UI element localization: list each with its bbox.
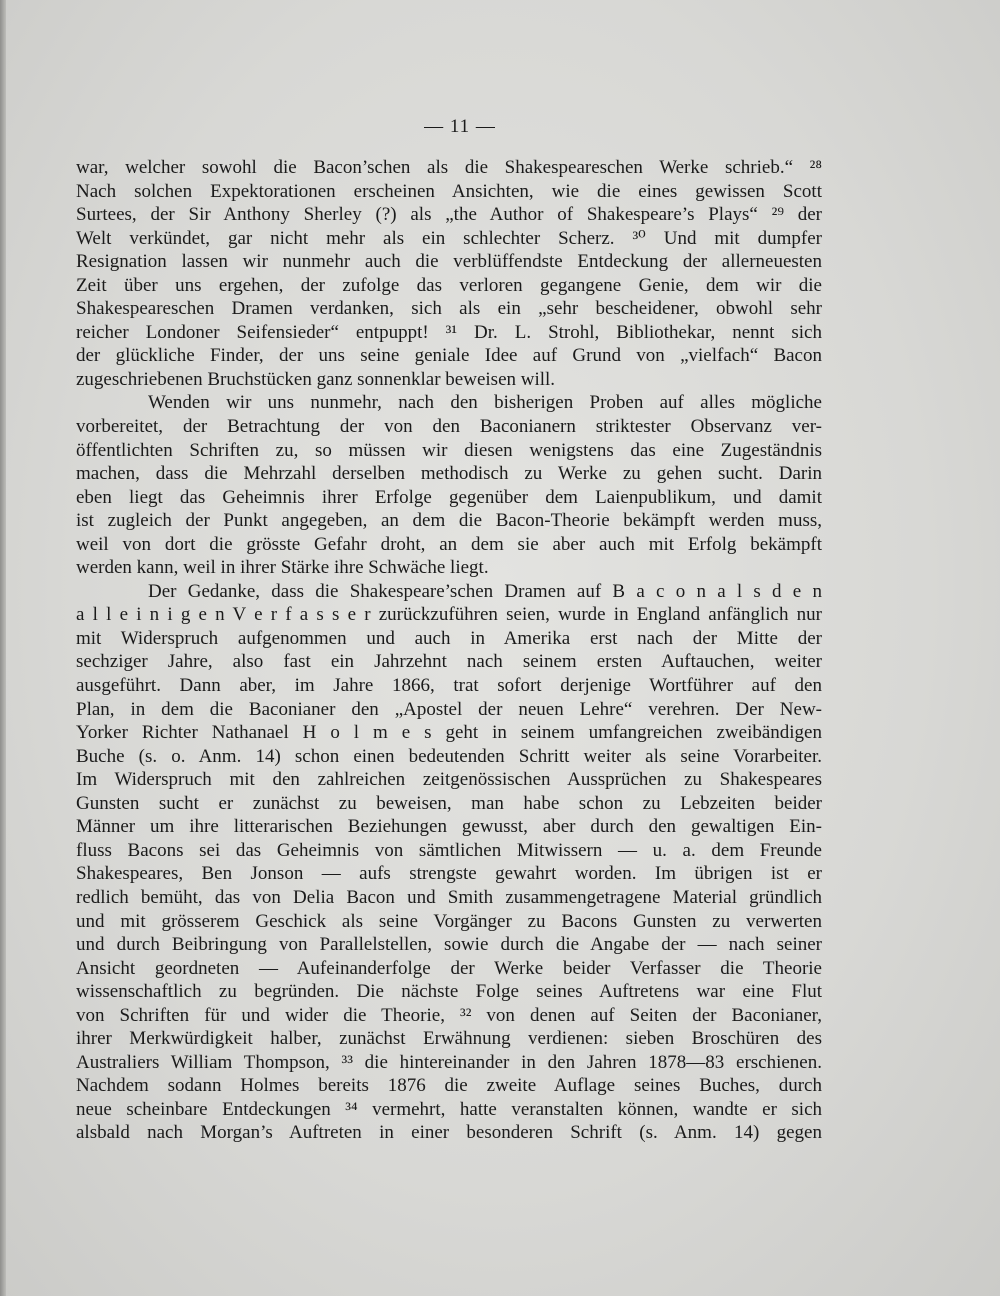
text-line: Ansicht geordneten — Aufeinanderfolge der Werke beider Verfasser die Theorie bbox=[76, 957, 822, 979]
text-line: Männer um ihre litterarischen Beziehungen gewusst, aber durch den gewaltigen Ein- bbox=[76, 816, 822, 838]
text-line: weil von dort die grösste Gefahr droht, an dem sie aber auch mit Erfolg bekämpft bbox=[76, 533, 822, 555]
text-line: Australiers William Thompson, ³³ die hintereinander in den Jahren 1878—83 erschienen. bbox=[76, 1051, 822, 1073]
text-line: Yorker Richter Nathanael H o l m e s geht in seinem umfangreichen zweibändigen bbox=[76, 722, 822, 744]
text-line: Im Widerspruch mit den zahlreichen zeitgenössischen Aussprüchen zu Shakespeares bbox=[76, 769, 822, 791]
text-line: Welt verkündet, gar nicht mehr als ein schlechter Scherz. ³⁰ Und mit dumpfer bbox=[76, 227, 822, 249]
text-line: sechziger Jahre, also fast ein Jahrzehnt nach seinem ersten Auftauchen, weiter bbox=[76, 651, 822, 673]
text-line: wissenschaftlich zu begründen. Die nächste Folge seines Auftretens war eine Flut bbox=[76, 981, 822, 1003]
text-line: reicher Londoner Seifensieder“ entpuppt! ³¹ Dr. L. Strohl, Bibliothekar, nennt sich bbox=[76, 321, 822, 343]
text-line: zugeschriebenen Bruchstücken ganz sonnenklar beweisen will. bbox=[76, 368, 556, 390]
text-line: der glückliche Finder, der uns seine geniale Idee auf Grund von „vielfach“ Bacon bbox=[76, 345, 822, 367]
text-line: Nach solchen Expektorationen erscheinen Ansichten, wie die eines gewissen Scott bbox=[76, 180, 822, 202]
text-line: fluss Bacons sei das Geheimnis von sämtlichen Mitwissern — u. a. dem Freunde bbox=[76, 839, 822, 861]
text-line: neue scheinbare Entdeckungen ³⁴ vermehrt, hatte veranstalten können, wandte er sich bbox=[76, 1098, 822, 1120]
text-line: Nachdem sodann Holmes bereits 1876 die zweite Auflage seines Buches, durch bbox=[76, 1075, 822, 1097]
text-line: und durch Beibringung von Parallelstellen, sowie durch die Angabe der — nach seiner bbox=[76, 934, 822, 956]
text-line: mit Widerspruch aufgenommen und auch in Amerika erst nach der Mitte der bbox=[76, 627, 822, 649]
text-line: öffentlichten Schriften zu, so müssen wir diesen wenigstens das eine Zugeständnis bbox=[76, 439, 822, 461]
text-line: Surtees, der Sir Anthony Sherley (?) als „the Author of Shakespeare’s Plays“ ²⁹ der bbox=[76, 204, 822, 226]
text-line: Gunsten sucht er zunächst zu beweisen, man habe schon zu Lebzeiten beider bbox=[76, 792, 822, 814]
text-line: ausgeführt. Dann aber, im Jahre 1866, trat sofort derjenige Wortführer auf den bbox=[76, 675, 822, 697]
text-line: war, welcher sowohl die Bacon’schen als die Shakespeareschen Werke schrieb.“ ²⁸ bbox=[76, 157, 822, 178]
text-line: ist zugleich der Punkt angegeben, an dem die Bacon-Theorie bekämpft werden muss, bbox=[76, 510, 822, 532]
text-line: redlich bemüht, das von Delia Bacon und Smith zusammengetragene Material gründlich bbox=[76, 886, 822, 908]
body-text bbox=[76, 156, 822, 1145]
text-line: vorbereitet, der Betrachtung der von den Baconianern striktester Observanz ver- bbox=[76, 416, 822, 438]
text-line: werden kann, weil in ihrer Stärke ihre Schwäche liegt. bbox=[76, 557, 489, 579]
text-line: Wenden wir uns nunmehr, nach den bisherigen Proben auf alles mögliche bbox=[148, 392, 822, 414]
text-line: eben liegt das Geheimnis ihrer Erfolge gegenüber dem Laienpublikum, und damit bbox=[76, 486, 822, 508]
text-line: Zeit über uns ergehen, der zufolge das verloren gegangene Genie, dem wir die bbox=[76, 274, 822, 296]
page-number: — 11 — bbox=[424, 116, 496, 137]
page-spine-shadow bbox=[0, 0, 6, 1296]
text-line: a l l e i n i g e n V e r f a s s e r zurückzuführen seien, wurde in England anfänglich nur bbox=[76, 604, 822, 626]
text-line: machen, dass die Mehrzahl derselben methodisch zu Werke zu gehen sucht. Darin bbox=[76, 463, 822, 485]
text-line: Buche (s. o. Anm. 14) schon einen bedeutenden Schritt weiter als seine Vorarbeiter. bbox=[76, 745, 822, 767]
text-line: Plan, in dem die Baconianer den „Apostel der neuen Lehre“ verehren. Der New- bbox=[76, 698, 822, 720]
text-line: von Schriften für und wider die Theorie, ³² von denen auf Seiten der Baconianer, bbox=[76, 1004, 822, 1026]
text-line: Der Gedanke, dass die Shakespeare’schen Dramen auf B a c o n a l s d e n bbox=[148, 580, 822, 602]
text-line: und mit grösserem Geschick als seine Vorgänger zu Bacons Gunsten zu verwerten bbox=[76, 910, 822, 932]
text-line: Resignation lassen wir nunmehr auch die verblüffendste Entdeckung der allerneuesten bbox=[76, 251, 822, 273]
text-line: ihrer Merkwürdigkeit halber, zunächst Erwähnung verdienen: sieben Broschüren des bbox=[76, 1028, 822, 1050]
text-line: Shakespeares, Ben Jonson — aufs strengste gewahrt worden. Im übrigen ist er bbox=[76, 863, 822, 885]
text-line: alsbald nach Morgan’s Auftreten in einer besonderen Schrift (s. Anm. 14) gegen bbox=[76, 1122, 822, 1144]
text-line: Shakespeareschen Dramen verdanken, sich als ein „sehr bescheidener, obwohl sehr bbox=[76, 298, 822, 320]
